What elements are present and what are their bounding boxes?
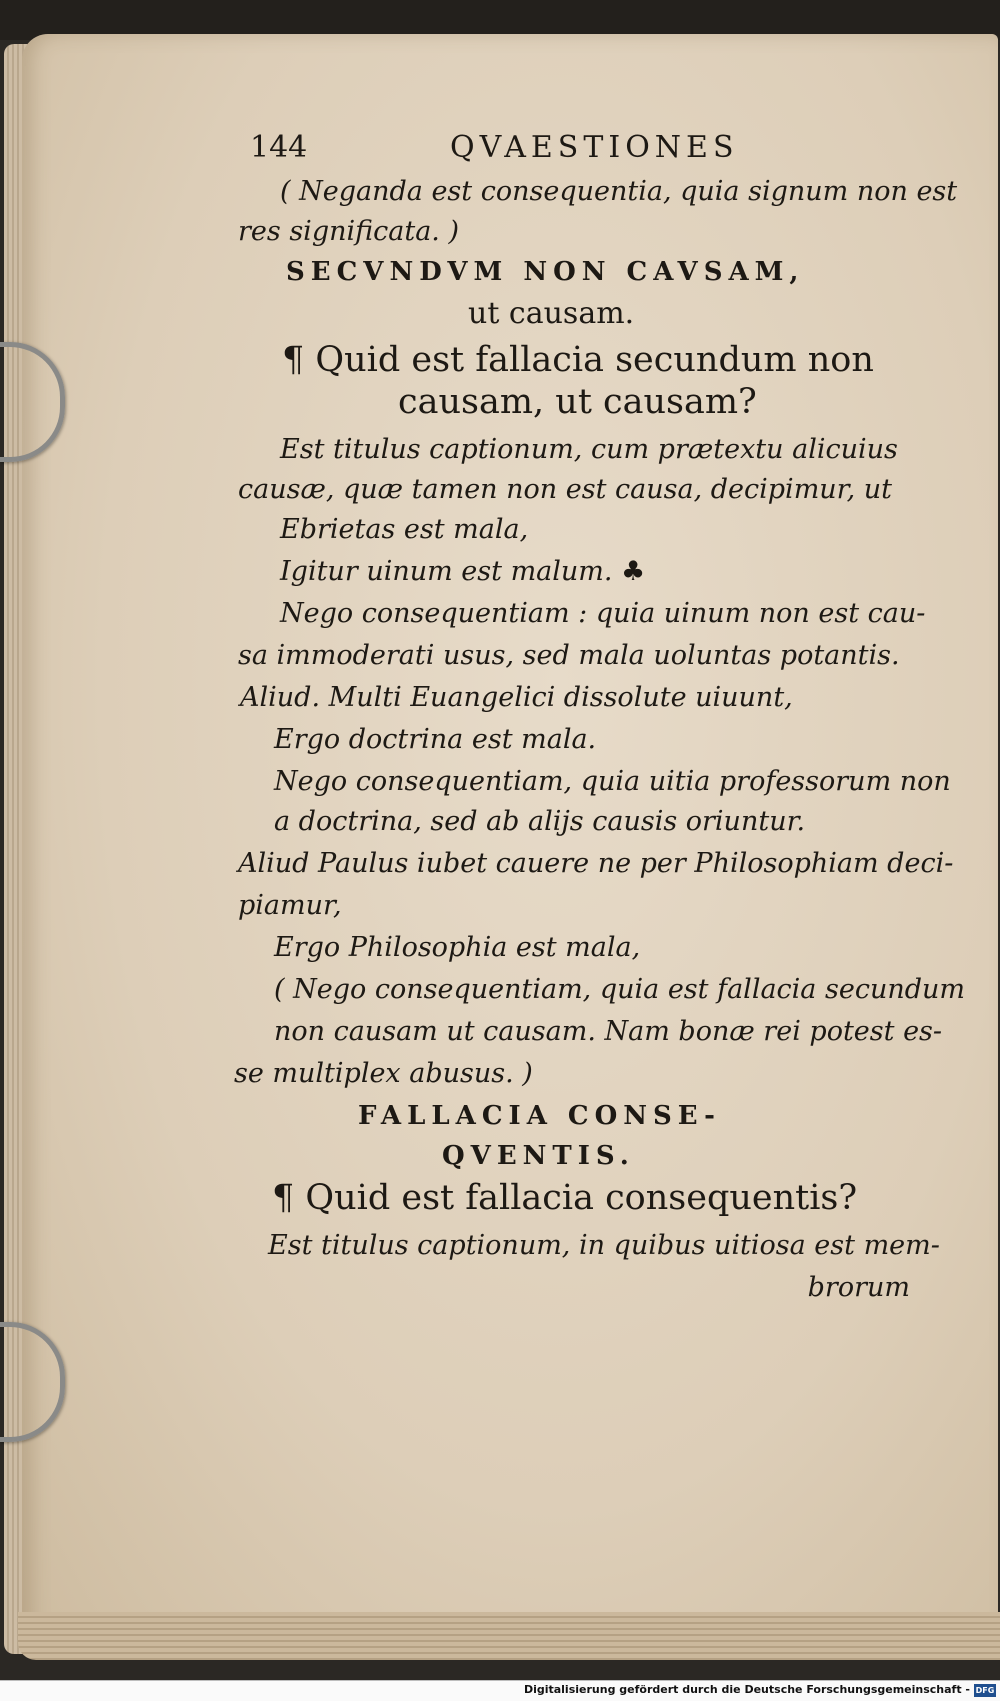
section-heading-continued: QVENTIS. <box>442 1141 635 1171</box>
catchword: brorum <box>807 1272 910 1303</box>
text-line: Ergo doctrina est mala. <box>274 724 597 755</box>
question-line: ¶ Quid est fallacia consequentis? <box>272 1178 858 1218</box>
dfg-logo: DFG <box>975 1686 995 1695</box>
text-line: sa immoderati usus, sed mala uoluntas potantis. <box>238 640 900 671</box>
page-header <box>250 130 910 174</box>
page-number: 144 <box>250 130 308 165</box>
running-head: QVAESTIONES <box>450 130 739 165</box>
question-line: causam, ut causam? <box>398 382 757 422</box>
text-line: Nego consequentiam, quia uitia professorum non <box>274 766 951 797</box>
footer-bar <box>0 1680 1000 1701</box>
text-line: Nego consequentiam : quia uinum non est cau- <box>280 598 926 629</box>
page-bottom-edges <box>18 1612 1000 1660</box>
section-heading: SECVNDVM NON CAVSAM, <box>286 257 805 287</box>
digitization-credit: Digitalisierung gefördert durch die Deutsche Forschungsgemeinschaft - <box>523 1683 970 1696</box>
text-line: Ebrietas est mala, <box>280 514 529 545</box>
text-line: piamur, <box>238 890 342 921</box>
text-line: Est titulus captionum, in quibus uitiosa est mem- <box>268 1230 940 1261</box>
text-line: Igitur uinum est malum. ♣ <box>280 556 646 587</box>
text-line: causæ, quæ tamen non est causa, decipimur, ut <box>238 474 893 505</box>
text-line: res significata. ) <box>238 216 459 247</box>
section-heading: FALLACIA CONSE- <box>358 1101 721 1131</box>
text-line: Aliud Paulus iubet cauere ne per Philosophiam deci- <box>238 848 954 879</box>
text-line: Ergo Philosophia est mala, <box>274 932 641 963</box>
question-line: ¶ Quid est fallacia secundum non <box>282 340 874 380</box>
text-line: non causam ut causam. Nam bonæ rei potest es- <box>274 1016 943 1047</box>
text-line: Aliud. Multi Euangelici dissolute uiuunt, <box>240 682 793 713</box>
text-line: ( Nego consequentiam, quia est fallacia secundum <box>274 974 965 1005</box>
text-line: se multiplex abusus. ) <box>234 1058 533 1089</box>
text-line: a doctrina, sed ab alijs causis oriuntur. <box>274 806 806 837</box>
text-line: Est titulus captionum, cum prætextu alicuius <box>280 434 898 465</box>
text-line: ( Neganda est consequentia, quia signum non est <box>280 176 958 207</box>
section-heading-continued: ut causam. <box>468 296 635 331</box>
